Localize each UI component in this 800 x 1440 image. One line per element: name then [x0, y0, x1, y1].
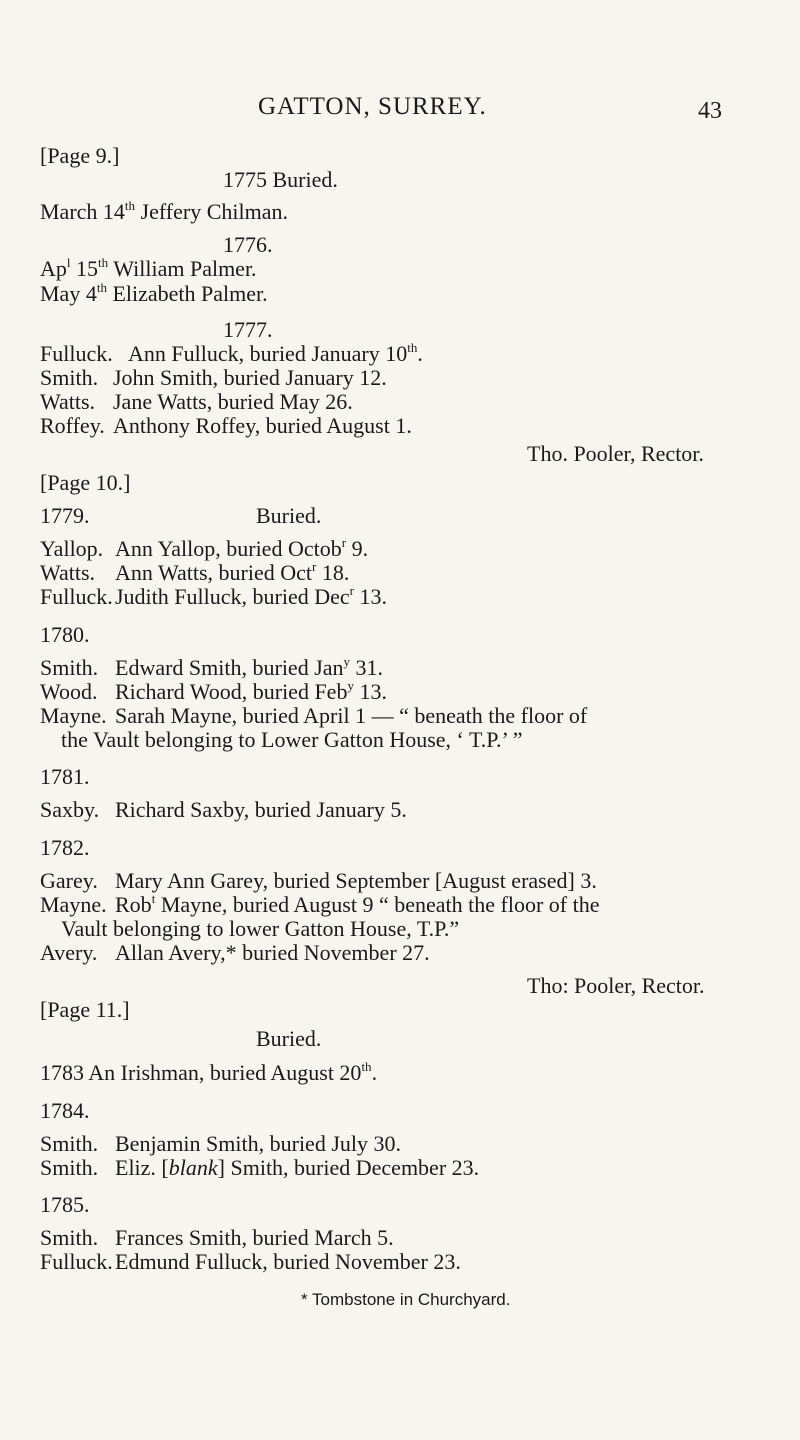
entry-surname: Smith. [40, 1155, 99, 1180]
year-heading: 1779. [40, 503, 90, 528]
entry-surname: Roffey. [40, 413, 105, 438]
entry-text: Ann Yallop, buried Octob$^r$ 9. [115, 535, 369, 561]
section-heading: Buried. [256, 503, 322, 528]
entry-surname: Garey. [40, 868, 98, 893]
entry-text: Ann Fulluck, buried January 10th. [128, 340, 423, 366]
entry-surname: Saxby. [40, 797, 100, 822]
entry-text: Richard Wood, buried Feb$^y$ 13. [115, 678, 387, 704]
entry-surname: Yallop. [40, 536, 104, 561]
entry-text: John Smith, buried January 12. [113, 365, 387, 390]
entry-text: Anthony Roffey, buried August 1. [113, 413, 412, 438]
year-heading: 1775 Buried. [223, 167, 338, 192]
entry-surname: Avery. [40, 940, 98, 965]
entry-continuation: the Vault belonging to Lower Gatton House, ‘ T.P.’ ” [61, 727, 523, 752]
entry-text: Ann Watts, buried Oct$^r$ 18. [115, 559, 350, 585]
entry-line: May 4th Elizabeth Palmer. [40, 280, 268, 306]
entry-surname: Fulluck. [40, 341, 113, 366]
year-heading: 1780. [40, 622, 90, 647]
year-heading: 1784. [40, 1098, 90, 1123]
rector-signature: Tho: Pooler, Rector. [527, 973, 705, 998]
page-marker: [Page 9.] [40, 143, 120, 168]
entry-line: 1783 An Irishman, buried August 20th. [40, 1059, 378, 1085]
entry-surname: Smith. [40, 1225, 99, 1250]
page-number: 43 [698, 98, 722, 124]
entry-text: Sarah Mayne, buried April 1 — “ beneath the floor of [115, 703, 588, 728]
entry-text: Frances Smith, buried March 5. [115, 1225, 394, 1250]
entry-text: Allan Avery,* buried November 27. [115, 940, 430, 965]
entry-text: Judith Fulluck, buried Dec$^r$ 13. [115, 583, 387, 609]
entry-text: Edmund Fulluck, buried November 23. [115, 1249, 461, 1274]
footnote: * Tombstone in Churchyard. [301, 1290, 511, 1309]
entry-surname: Watts. [40, 560, 96, 585]
entry-line: March 14th Jeffery Chilman. [40, 198, 288, 224]
year-heading: 1776. [223, 232, 273, 257]
entry-text: Mary Ann Garey, buried September [August erased] 3. [115, 868, 597, 893]
year-heading: 1785. [40, 1192, 90, 1217]
entry-text: Rob$^t$ Mayne, buried August 9 “ beneath the floor of the [115, 891, 600, 917]
entry-surname: Mayne. [40, 703, 107, 728]
entry-line: Ap$^l$ 15th William Palmer. [40, 255, 257, 281]
entry-text: Edward Smith, buried Jan$^y$ 31. [115, 654, 384, 680]
entry-surname: Fulluck. [40, 1249, 113, 1274]
rector-signature: Tho. Pooler, Rector. [527, 441, 704, 466]
year-heading: 1777. [223, 317, 273, 342]
entry-surname: Smith. [40, 365, 99, 390]
entry-surname: Watts. [40, 389, 96, 414]
page-marker: [Page 11.] [40, 997, 130, 1022]
entry-continuation: Vault belonging to lower Gatton House, T.P.” [61, 916, 460, 941]
running-header: GATTON, SURREY. [258, 93, 487, 120]
entry-surname: Smith. [40, 1131, 99, 1156]
entry-surname: Smith. [40, 655, 99, 680]
entry-text: Benjamin Smith, buried July 30. [115, 1131, 401, 1156]
entry-surname: Wood. [40, 679, 98, 704]
section-heading: Buried. [256, 1026, 322, 1051]
entry-surname: Mayne. [40, 892, 107, 917]
year-heading: 1782. [40, 835, 90, 860]
year-heading: 1781. [40, 764, 90, 789]
entry-text: Richard Saxby, buried January 5. [115, 797, 407, 822]
entry-text: Jane Watts, buried May 26. [113, 389, 353, 414]
entry-text: Eliz. [blank] Smith, buried December 23. [115, 1155, 480, 1180]
page-marker: [Page 10.] [40, 470, 131, 495]
entry-surname: Fulluck. [40, 584, 113, 609]
